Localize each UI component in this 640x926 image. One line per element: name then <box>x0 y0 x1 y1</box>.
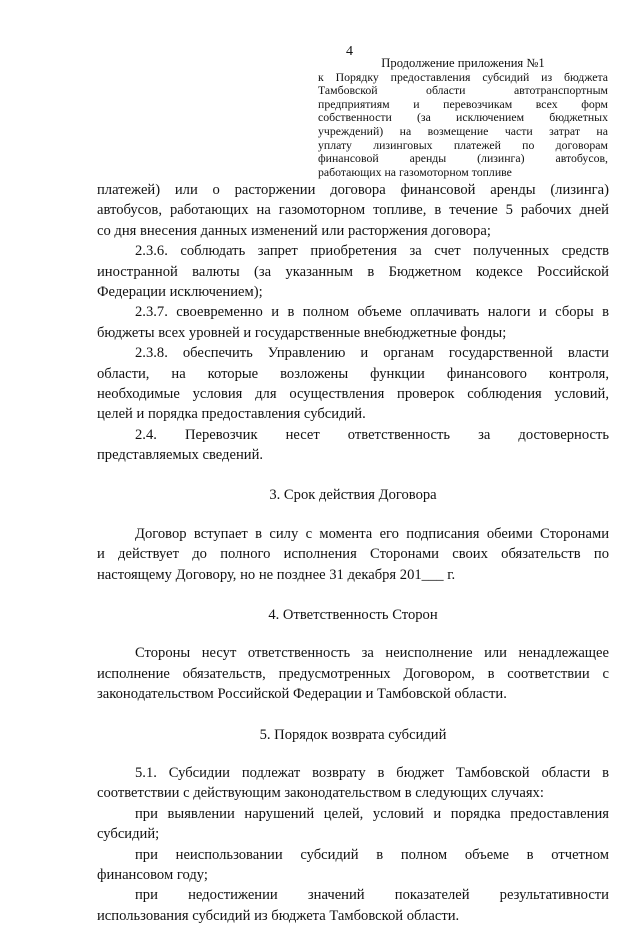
text-line: соответствии с действующим законодательством в следующих случаях: <box>97 785 544 802</box>
text-line: использования субсидий из бюджета Тамбовской области. <box>97 907 460 924</box>
text-line: финансовом году; <box>97 866 208 883</box>
paragraph-2-4 <box>97 425 609 466</box>
appendix-line: Тамбовской области автотранспортным <box>318 83 608 98</box>
appendix-line: учреждений) на возмещение части затрат на <box>318 123 608 138</box>
text-line: 2.3.6. соблюдать запрет приобретения за счет полученных средств <box>135 243 609 260</box>
text-line: бюджеты всех уровней и государственные внебюджетные фонды; <box>97 324 507 341</box>
text-line: при выявлении нарушений целей, условий и порядка предоставления <box>135 805 609 822</box>
section-heading: 5. Порядок возврата субсидий <box>259 726 447 743</box>
paragraph-case-1 <box>97 804 609 845</box>
text-line: представляемых сведений. <box>97 447 264 464</box>
text-line: 2.3.7. своевременно и в полном объеме оплачивать налоги и сборы в <box>135 304 609 321</box>
appendix-line: уплату лизинговых платежей по договорам <box>318 137 608 152</box>
text-line: области, на которые возложены функции финансового контроля, <box>97 365 609 382</box>
text-line: автобусов, работающих на газомоторном топливе, в течение 5 рабочих дней <box>97 202 609 219</box>
appendix-title: Продолжение приложения №1 <box>381 56 545 70</box>
text-line: иностранной валюты (за указанным в Бюджетном кодексе Российской <box>97 263 609 280</box>
page-number: 4 <box>346 44 353 59</box>
paragraph-5-1 <box>97 763 609 804</box>
paragraph-2-3-6 <box>97 241 609 302</box>
text-line: при неиспользовании субсидий в полном объеме в отчетном <box>135 846 609 863</box>
text-line: 5.1. Субсидии подлежат возврату в бюджет Тамбовской области в <box>135 764 609 781</box>
text-line: при недостижении значений показателей результативности <box>135 887 609 904</box>
text-line: платежей) или о расторжении договора финансовой аренды (лизинга) <box>97 182 609 198</box>
text-line: необходимые условия для осуществления проверок соблюдения условий, <box>97 385 609 402</box>
appendix-line: предприятиям и перевозчикам всех форм <box>318 96 608 111</box>
paragraph-section-4 <box>97 643 609 704</box>
text-line: Федерации исключением); <box>97 283 263 300</box>
paragraph-case-2 <box>97 845 609 886</box>
section-heading: 3. Срок действия Договора <box>269 487 437 504</box>
paragraph-2-3-8 <box>97 343 609 425</box>
text-line: законодательством Российской Федерации и Тамбовской области. <box>97 686 507 703</box>
appendix-line: финансовой аренды (лизинга) автобусов, <box>318 151 608 166</box>
text-line: целей и порядка предоставления субсидий. <box>97 406 366 423</box>
paragraph-2-3-7 <box>97 302 609 343</box>
text-line: субсидий; <box>97 826 160 843</box>
document-body <box>97 180 609 926</box>
appendix-line: работающих на газомоторном топливе <box>318 164 512 179</box>
text-line: 2.3.8. обеспечить Управлению и органам государственной власти <box>135 345 609 362</box>
text-line: Стороны несут ответственность за неисполнение или ненадлежащее <box>135 645 609 662</box>
section-heading: 4. Ответственность Сторон <box>268 607 438 624</box>
paragraph-continuation <box>97 180 609 241</box>
text-line: Договор вступает в силу с момента его подписания обеими Сторонами <box>135 525 609 542</box>
text-line: исполнение обязательств, предусмотренных Договором, в соответствии с <box>97 665 609 682</box>
paragraph-section-3 <box>97 524 609 585</box>
text-line: со дня внесения данных изменений или расторжения договора; <box>97 222 491 239</box>
appendix-line: к Порядку предоставления субсидий из бюджета <box>318 69 608 84</box>
appendix-header <box>318 57 608 179</box>
text-line: и действует до полного исполнения Сторонами своих обязательств по <box>97 546 609 563</box>
text-line: настоящему Договору, но не позднее 31 декабря 201___ г. <box>97 566 456 583</box>
paragraph-case-3 <box>97 885 609 926</box>
appendix-line: собственности (за исключением бюджетных <box>318 110 608 125</box>
text-line: 2.4. Перевозчик несет ответственность за достоверность <box>135 426 609 443</box>
